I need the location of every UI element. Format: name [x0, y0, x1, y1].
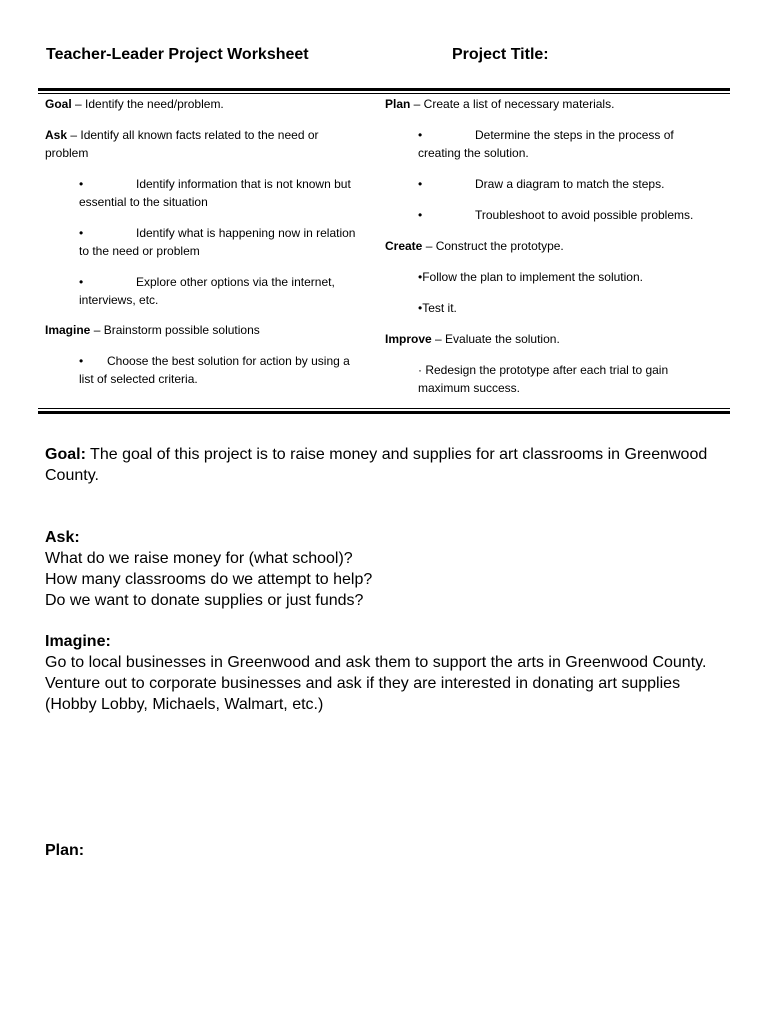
list-item [385, 361, 705, 397]
plan-label: Plan: [45, 842, 85, 859]
imagine-bullet-text: Choose the best solution for action by using a list of selected criteria. [79, 354, 350, 386]
plan-section [45, 840, 725, 861]
create-description: – Construct the prototype. [422, 239, 564, 253]
improve-step [385, 330, 705, 348]
plan-description: – Create a list of necessary materials. [410, 97, 615, 111]
ask-line: What do we raise money for (what school)? [45, 550, 353, 567]
goal-label: Goal: [45, 446, 86, 463]
ask-section [45, 527, 725, 611]
list-item [45, 175, 365, 211]
plan-step [385, 95, 705, 113]
list-item [385, 175, 705, 193]
goal-section [45, 444, 725, 486]
project-title-label: Project Title: [452, 46, 549, 63]
ask-label: Ask: [45, 529, 80, 546]
ask-bullet-text: Identify what is happening now in relation to the need or problem [79, 226, 356, 258]
bottom-rule-thin [38, 408, 730, 409]
imagine-section [45, 631, 725, 715]
imagine-step [45, 321, 365, 339]
goal-term: Goal [45, 97, 72, 111]
ask-term: Ask [45, 128, 68, 142]
bullet-icon: • [79, 354, 84, 368]
ask-description: – Identify all known facts related to the need or problem [45, 128, 319, 160]
process-right-column [385, 95, 705, 410]
imagine-description: – Brainstorm possible solutions [90, 323, 260, 337]
list-item [385, 268, 705, 286]
list-item [45, 352, 365, 388]
plan-bullet-text: Troubleshoot to avoid possible problems. [475, 208, 694, 222]
ask-step [45, 126, 365, 162]
ask-line: Do we want to donate supplies or just funds? [45, 592, 364, 609]
bullet-icon: • [418, 177, 423, 191]
ask-bullet-text: Explore other options via the internet, interviews, etc. [79, 275, 335, 307]
list-item [385, 126, 705, 162]
create-term: Create [385, 239, 423, 253]
bottom-rule-thick [38, 411, 730, 414]
create-bullet-text: •Test it. [418, 301, 457, 315]
imagine-term: Imagine [45, 323, 91, 337]
goal-step [45, 95, 365, 113]
list-item [385, 206, 705, 224]
bullet-icon: • [418, 128, 423, 142]
bullet-icon: • [79, 177, 84, 191]
bullet-icon: • [79, 275, 84, 289]
goal-paragraph [45, 444, 725, 486]
bullet-icon: • [79, 226, 84, 240]
bullet-icon: • [418, 208, 423, 222]
improve-description: – Evaluate the solution. [431, 332, 560, 346]
improve-bullet-text: · Redesign the prototype after each trial to gain maximum success. [418, 363, 669, 395]
goal-text: The goal of this project is to raise money and supplies for art classrooms in Greenwood County. [45, 446, 708, 484]
imagine-line: Go to local businesses in Greenwood and ask them to support the arts in Greenwood County. [45, 654, 707, 671]
ask-bullet-text: Identify information that is not known but essential to the situation [79, 177, 351, 209]
goal-description: – Identify the need/problem. [71, 97, 224, 111]
list-item [45, 273, 365, 309]
imagine-label: Imagine: [45, 633, 111, 650]
plan-bullet-text: Determine the steps in the process of creating the solution. [418, 128, 674, 160]
imagine-line: Venture out to corporate businesses and ask if they are interested in donating art supplies (Hobby Lobby, Michaels, Walmart, etc.) [45, 675, 681, 713]
plan-bullet-text: Draw a diagram to match the steps. [475, 177, 665, 191]
worksheet-title: Teacher-Leader Project Worksheet [46, 46, 309, 63]
improve-term: Improve [385, 332, 432, 346]
top-rule-thick [38, 88, 730, 91]
plan-term: Plan [385, 97, 411, 111]
list-item [385, 299, 705, 317]
create-step [385, 237, 705, 255]
top-rule-thin [38, 93, 730, 94]
process-left-column [45, 95, 365, 401]
create-bullet-text: •Follow the plan to implement the solution. [418, 270, 643, 284]
list-item [45, 224, 365, 260]
ask-line: How many classrooms do we attempt to help? [45, 571, 373, 588]
